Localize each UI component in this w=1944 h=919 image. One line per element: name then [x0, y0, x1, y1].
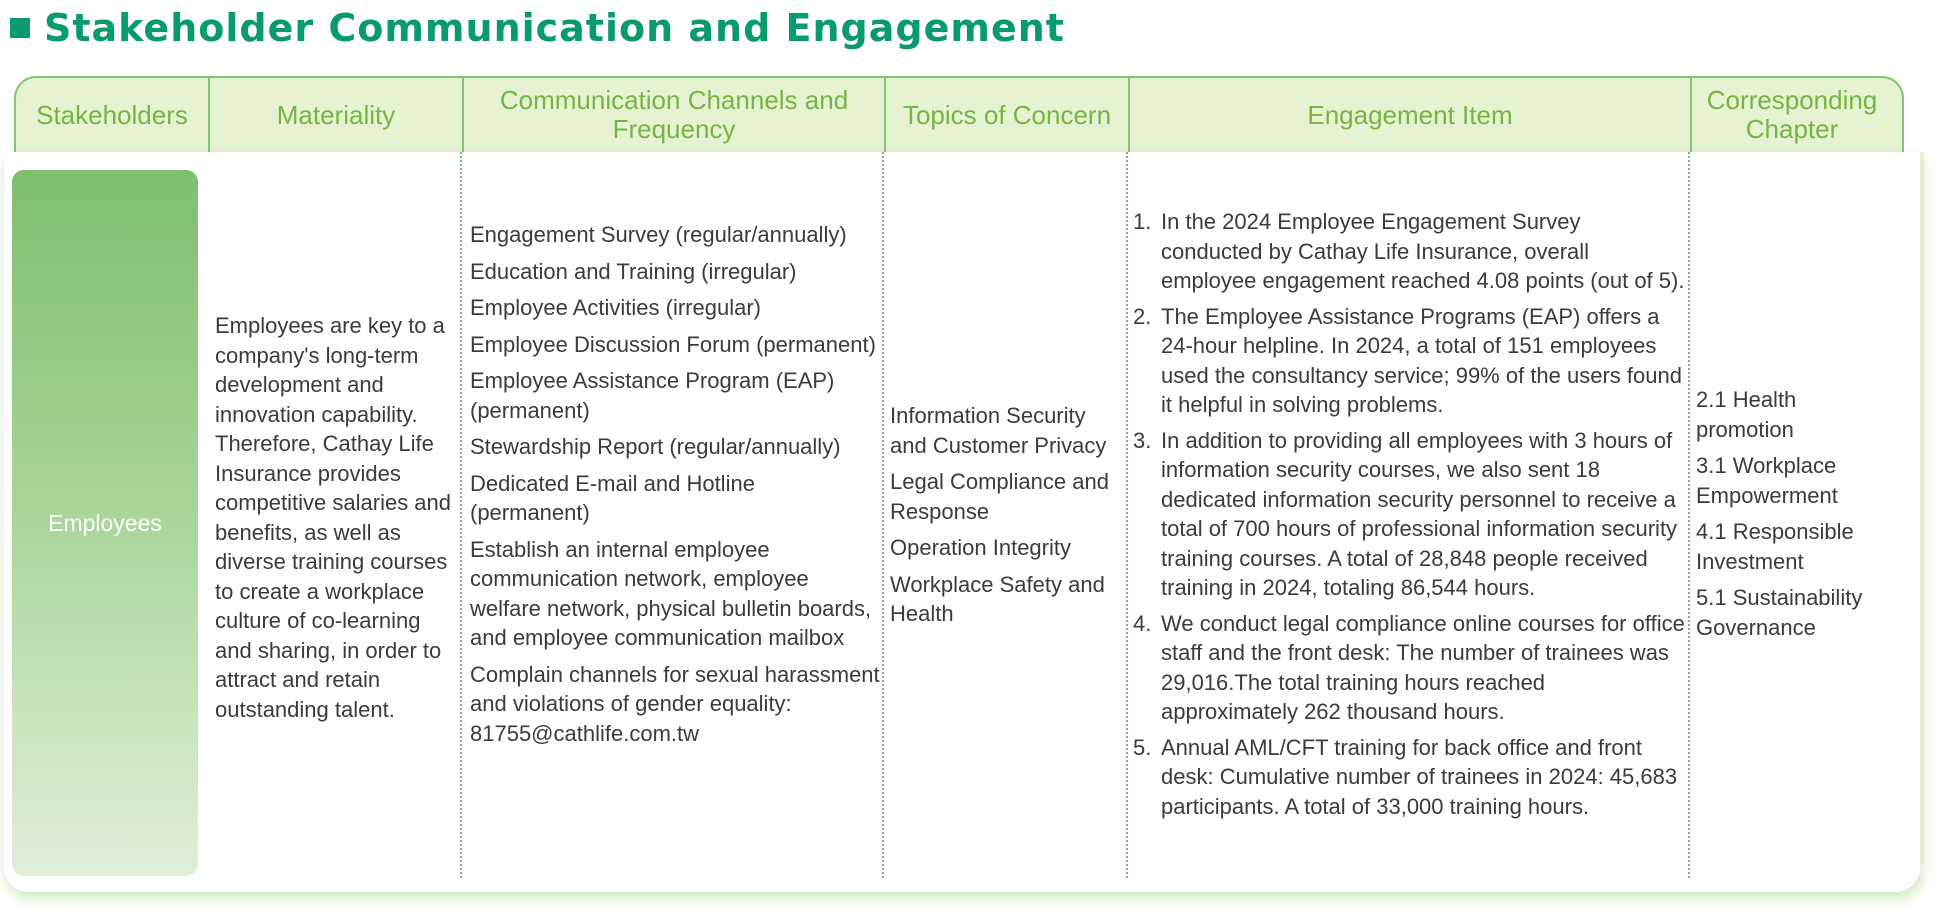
header-stakeholders: Stakeholders [36, 99, 188, 130]
channels-cell [470, 220, 880, 748]
engagement-item-text: In the 2024 Employee Engagement Survey conducted by Cathay Life Insurance, overall employee engagement reached 4.08 points (out of 5). [1161, 209, 1685, 293]
channel-item: Employee Discussion Forum (permanent) [470, 331, 876, 357]
channel-item: Engagement Survey (regular/annually) [470, 222, 847, 247]
channel-item: Stewardship Report (regular/annually) [470, 434, 841, 459]
engagement-item-number: 2. [1133, 303, 1152, 329]
channel-item: Complain channels for sexual harassment and violations of gender equality: 81755@cathlife.com.tw [470, 661, 880, 746]
column-divider [460, 152, 462, 878]
header-materiality: Materiality [276, 99, 396, 130]
engagement-item-text: The Employee Assistance Programs (EAP) offers a 24-hour helpline. In 2024, a total of 151 employees used the consultancy service; 99% of the users found it helpful in solving problems. [1161, 303, 1682, 417]
header-chapter: Corresponding Chapter [1706, 85, 1878, 144]
page-title [10, 6, 1065, 50]
engagement-item [1133, 609, 1685, 727]
page-title-text: Stakeholder Communication and Engagement [44, 6, 1065, 50]
channel-item: Employee Activities (irregular) [470, 295, 761, 320]
engagement-item-text: We conduct legal compliance online courses for office staff and the front desk: The number of trainees was 29,016.The total training hours reached approximately 262 thousand hours. [1161, 610, 1685, 724]
engagement-item [1133, 733, 1685, 822]
engagement-item-text: In addition to providing all employees with 3 hours of information security courses, we also sent 18 dedicated information security personnel to receive a total of 700 hours of professional information security training courses. A total of 28,848 people received training in 2024, totaling 86,544 hours. [1161, 427, 1678, 600]
chapter-item: 2.1 Health promotion [1696, 387, 1797, 442]
engagement-item-number: 1. [1133, 209, 1152, 234]
engagement-item-number: 4. [1133, 610, 1152, 636]
topic-item: Legal Compliance and Response [890, 469, 1109, 524]
table-header [14, 76, 1904, 152]
chapter-cell [1696, 385, 1896, 642]
engagement-cell [1133, 207, 1685, 827]
engagement-item-number: 5. [1133, 734, 1152, 760]
engagement-item [1133, 207, 1685, 296]
channel-item: Establish an internal employee communication network, employee welfare network, physical bulletin boards, and employee communication mailbox [470, 536, 872, 650]
title-square-icon [10, 18, 30, 38]
engagement-item [1133, 302, 1685, 420]
chapter-item: 3.1 Workplace Empowerment [1696, 453, 1838, 508]
header-topics: Topics of Concern [902, 99, 1112, 130]
engagement-item [1133, 426, 1685, 603]
engagement-item-text: Annual AML/CFT training for back office and front desk: Cumulative number of trainees in 2024: 45,683 participants. A total of 33,000 training hours. [1161, 734, 1678, 819]
channel-item: Dedicated E-mail and Hotline (permanent) [470, 470, 755, 525]
engagement-item-number: 3. [1133, 427, 1152, 453]
topics-cell [890, 401, 1116, 629]
channel-item: Education and Training (irregular) [470, 258, 797, 284]
materiality-cell [215, 311, 455, 724]
column-divider [882, 152, 884, 878]
chapter-item: 5.1 Sustainability Governance [1696, 585, 1863, 640]
topic-item: Workplace Safety and Health [890, 571, 1105, 626]
column-divider [1126, 152, 1128, 878]
topic-item: Information Security and Customer Privacy [890, 403, 1107, 458]
engagement-list [1133, 207, 1685, 821]
column-divider [1688, 152, 1690, 878]
topic-item: Operation Integrity [890, 535, 1071, 560]
header-channels: Communication Channels and Frequency [499, 85, 849, 144]
header-engagement: Engagement Item [1307, 99, 1513, 130]
stakeholder-cell: Employees [12, 170, 198, 876]
channel-item: Employee Assistance Program (EAP) (permanent) [470, 368, 835, 423]
materiality-text: Employees are key to a company's long-term development and innovation capability. Therefore, Cathay Life Insurance provides competitive salaries and benefits, as well as diverse training courses to create a workplace culture of co-learning and sharing, in order to attract and retain outstanding talent. [215, 313, 452, 722]
chapter-item: 4.1 Responsible Investment [1696, 519, 1854, 574]
